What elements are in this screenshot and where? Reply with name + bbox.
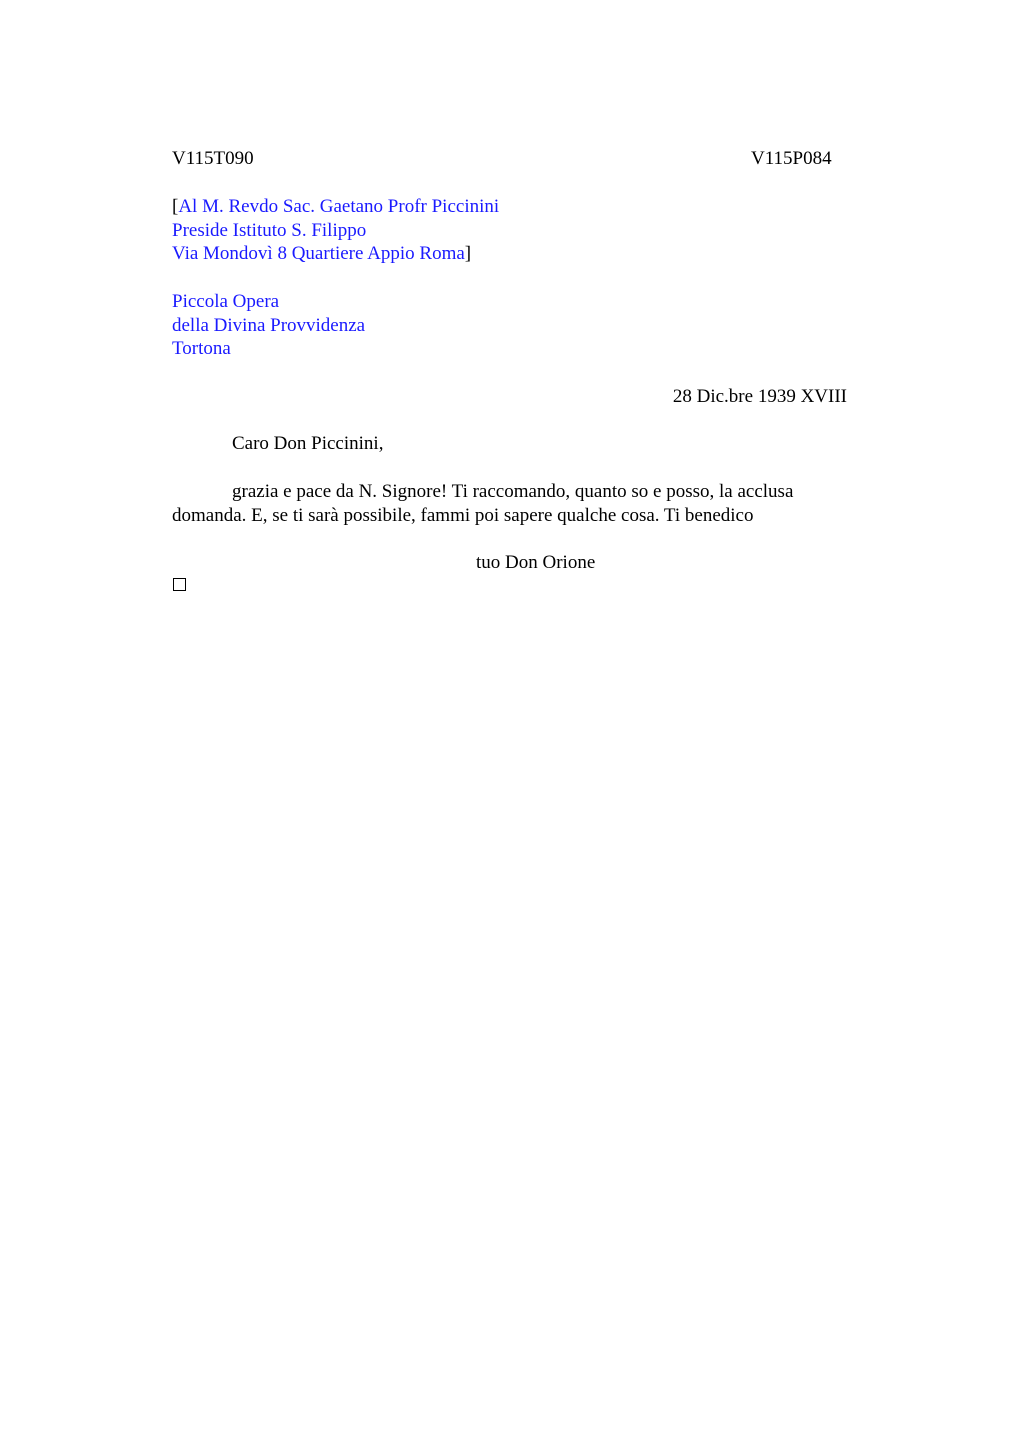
sender-letterhead xyxy=(172,290,365,361)
document-id-right: V115P084 xyxy=(751,148,832,169)
signature: tuo Don Orione xyxy=(476,552,596,573)
recipient-address xyxy=(172,195,499,266)
body-line-1: grazia e pace da N. Signore! Ti raccomando, quanto so e posso, la acclusa xyxy=(232,481,794,502)
address-close-bracket: ] xyxy=(464,243,472,264)
address-line-3-text: Via Mondovì 8 Quartiere Appio Roma xyxy=(172,243,465,264)
address-line-2: Preside Istituto S. Filippo xyxy=(172,219,367,241)
address-line-3 xyxy=(172,242,499,266)
end-marker-box xyxy=(173,578,186,591)
salutation: Caro Don Piccinini, xyxy=(232,433,384,454)
sender-line-2: della Divina Provvidenza xyxy=(172,314,366,336)
sender-line-3: Tortona xyxy=(172,338,231,359)
document-id-left: V115T090 xyxy=(172,148,254,169)
letter-date: 28 Dic.bre 1939 XVIII xyxy=(672,386,847,407)
address-open-bracket: [ xyxy=(172,196,179,217)
letter-body xyxy=(172,480,852,527)
address-line-1-text: Al M. Revdo Sac. Gaetano Profr Piccinini xyxy=(178,196,500,217)
body-line-2: domanda. E, se ti sarà possibile, fammi poi sapere qualche cosa. Ti benedico xyxy=(172,504,754,526)
sender-line-1: Piccola Opera xyxy=(172,291,280,312)
address-line-1 xyxy=(172,195,499,219)
